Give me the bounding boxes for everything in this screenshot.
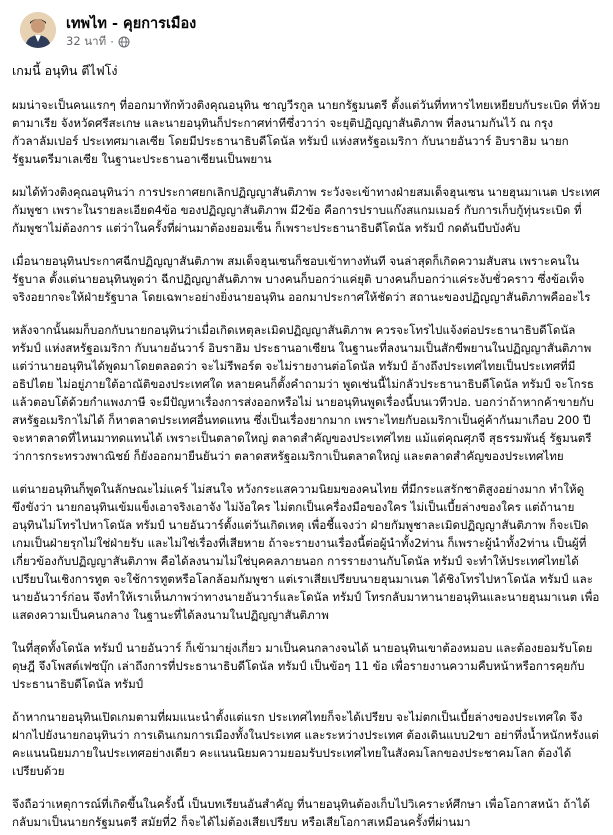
paragraph: ผมได้ท้วงติงคุณอนุทินว่า การประกาศยกเลิกปฏิญญาสันติภาพ ระวังจะเข้าทางฝ่ายสมเด็จฮุนเซน นายฮุนมาเนต ประเทศกัมพูชา เพราะในรายละเอียด4ข้อ ของปฏิญญาสันติภาพ มี2ข้อ คือการปราบแก๊งสแกมเมอร์ กับการเก็บกู้ทุ่นระเบิด ที่กัมพูชาไม่ต้องการ แต่ว่าในครั้งที่ผ่านมาต้องยอมเซ็น ก็เพราะประธานาธิบดีโดนัล ทรัมป์ กดดันบีบบังคับ	[12, 185, 600, 235]
paragraph: ผมน่าจะเป็นคนแรกๆ ที่ออกมาทักท้วงติงคุณอนุทิน ชาญวีรกูล นายกรัฐมนตรี ตั้งแต่วันที่ทหารไทยเหยียบกับระเบิด ที่ห้วยตามาเรีย จังหวัดศรีสะเกษ และนายอนุทินก็ประกาศท่าทีซึ่งวาว่า จะยุติปฏิญญาสันติภาพ ที่ลงนามกันไว้ ณ กรุงกัวลาลัมเปอร์ ประเทศมาเลเซีย โดยมีประธานาธิบดีโดนัล ทรัมป์ แห่งสหรัฐอเมริกา กับนายอันวาร์ อิบราฮิม นายกรัฐมนตรีมาเลเซีย ในฐานะประธานอาเซียนเป็นพยาน	[12, 98, 601, 166]
paragraph: หลังจากนั้นผมก็บอกกับนายกอนุทินว่าเมื่อเกิดเหตุละเมิดปฏิญญาสันติภาพ ควรจะโทรไปแจ้งต่อประธานาธิบดีโดนัล ทรัมป์ แห่งสหรัฐอเมริกา กับนายอันวาร์ อิบราฮิม ประธานอาเซียน ในฐานะที่ลงนามเป็นสักขีพยานในปฏิญญาสันติภาพ แต่ว่านายอนุทินได้พูดมาโดยตลอดว่า จะไม่รีพอร์ต จะไม่รายงานต่อโดนัล ทรัมป์ อ้างถึงประเทศไทยเป็นประเทศที่มีอธิปไตย ไม่อยู่ภายใต้อาณัติของประเทศใด หลายคนก็ตั้งคำถามว่า พูดเช่นนี้ไม่กลัวประธานาธิบดีโดนัล ทรัมป์ จะโกรธแล้วตอบโต้ด้วยกำแพงภาษี จะมีปัญหาเรื่องการส่งออกหรือไม่ นายอนุทินพูดเรื่องนี้บนเวทีวปอ. บอกว่าถ้าหากค้าขายกับสหรัฐอเมริกาไม่ได้ ก็หาตลาดประเทศอื่นทดแทน ซึ่งเป็นเรื่องยากมาก เพราะไทยกับอเมริกาเป็นคู่ค้ากันมาเกือบ 200 ปี จะหาตลาดที่ไหนมาทดแทนได้ เพราะเป็นตลาดใหญ่ ตลาดสำคัญของประเทศไทย แม้แต่คุณศุภจี สุธรรมพันธุ์ รัฐมนตรีว่าการกระทรวงพาณิชย์ ก็ยังออกมายืนยันว่า ตลาดสหรัฐอเมริกาเป็นตลาดใหญ่ และตลาดสำคัญของประเทศไทย	[12, 323, 595, 463]
paragraph: ถ้าหากนายอนุทินเปิดเกมตามที่ผมแนะนำตั้งแต่แรก ประเทศไทยก็จะได้เปรียบ จะไม่ตกเป็นเบี้ยล่างของประเทศใด จึงฝากไปยังนายกอนุทินว่า การเดินเกมการเมืองทั้งในประเทศ และระหว่างประเทศ ต้องเดินแบบ2ขา อย่าทึ่งน้ำหนักหรังแต่คะแนนนิยมภายในประเทศอย่างเดียว คะแนนนิยมความยอมรับประเทศไทยในสังคมโลกของประชาคมโลก ต้องได้เปรียบด้วย	[12, 710, 599, 778]
post-header	[8, 0, 605, 58]
paragraph: จึงถือว่าเหตุการณ์ที่เกิดขึ้นในครั้งนี้ เป็นบทเรียนอันสำคัญ ที่นายอนุทินต้องเก็บไปวิเคราะห์ศึกษา เพื่อโอกาสหน้า ถ้าได้กลับมาเป็นนายกรัฐมนตรี สมัยที่2 ก็จะได้ไม่ต้องเสียเปรียบ หรือเสียโอกาสเหมือนครั้งที่ผ่านมา	[12, 797, 590, 829]
dot-separator: ·	[110, 35, 114, 49]
post-meta	[66, 33, 130, 51]
paragraph: แต่นายอนุทินก็พูดในลักษณะไม่แคร์ ไม่สนใจ หวังกระแสความนิยมของคนไทย ที่มีกระแสรักชาติสูงอย่างมาก ทำให้ดูขึงขังว่า นายกอนุทินเข้มแข็งเอาจริงเอาจัง ไม่ง้อใคร ไม่ตกเป็นเครื่องมือของใคร ไม่เป็นเบี้ยล่างของใคร แต่ถ้านายอนุทินไม่โทรไปหาโดนัล ทรัมป์ นายอันวาร์ตั้งแต่วันเกิดเหตุ เพื่อชี้แจงว่า ฝ่ายกัมพูชาละเมิดปฏิญญาสันติภาพ ก็จะเปิดเกมเป็นฝ่ายรุกไม่ใช่ฝ่ายรับ และไม่ใช่เรื่องที่เสียหาย ถ้าจะรายงานเรื่องนี้ต่อผู้นำทั้ง2ท่าน ก็เพราะผู้นำทั้ง2ท่าน เป็นผู้ที่เกี่ยวข้องกับปฏิญญาสันติภาพ คือได้ลงนามไม่ใช่บุคคลภายนอก การรายงานกับโดนัล ทรัมป์ จะทำให้ประเทศไทยได้เปรียบในเชิงการทูต จะใช้การทูตหรือโลกล้อมกัมพูชา แต่เราเสียเปรียบนายฮุนมาเนต ได้ชิงโทรไปหาโดนัล ทรัมป์ และนายอันวาร์ก่อน จึงทำให้เราเห็นภาพว่าทางนายอันวาร์และโดนัล ทรัมป์ โทรกลับมาหานายอนุทินและนายฮุนมาเนต เพื่อแสดงความเป็นคนกลาง ในฐานะที่ได้ลงนามในปฏิญญาสันติภาพ	[12, 482, 600, 622]
avatar-image	[20, 12, 56, 48]
author-avatar[interactable]	[20, 12, 56, 48]
post-time[interactable]: 32 นาที	[66, 34, 107, 48]
post-body	[8, 62, 605, 831]
post-title: เกมนี้ อนุทิน ตีไฟโง่	[12, 63, 118, 78]
paragraph: ในที่สุดทั้งโดนัล ทรัมป์ นายอันวาร์ ก็เข้ามายุ่งเกี่ยว มาเป็นคนกลางจนได้ นายอนุทินเขาต้องหมอบ และต้องยอมรับโดยดุษฎี จึงโพสต์เฟซบุ๊ก เล่าถึงการที่ประธานาธิบดีโดนัล ทรัมป์ เป็นข้อๆ 11 ข้อ เพื่อรายงานความคืบหน้าหรือการคุยกับประธานาธิบดีโดนัล ทรัมป์	[12, 641, 593, 691]
post-author[interactable]: เทพไท - คุยการเมือง	[66, 16, 197, 32]
globe-icon	[118, 36, 130, 48]
paragraph: เมื่อนายอนุทินประกาศฉีกปฏิญญาสันติภาพ สมเด็จฮุนเซนก็ชอบเข้าทางทันที จนล่าสุดก็เกิดความสับสน เพราะคนในรัฐบาล ตั้งแต่นายอนุทินพูดว่า ฉีกปฏิญญาสันติภาพ บางคนก็บอกว่าแค่ยุติ บางคนก็บอกว่าแค่ระงับชั่วคราว ซึ่งข้อเท็จจริงอยากจะให้ฝ่ายรัฐบาล โดยเฉพาะอย่างยิ่งนายอนุทิน ออกมาประกาศให้ชัดว่า สถานะของปฏิญญาสันติภาพคืออะไร	[12, 254, 591, 304]
